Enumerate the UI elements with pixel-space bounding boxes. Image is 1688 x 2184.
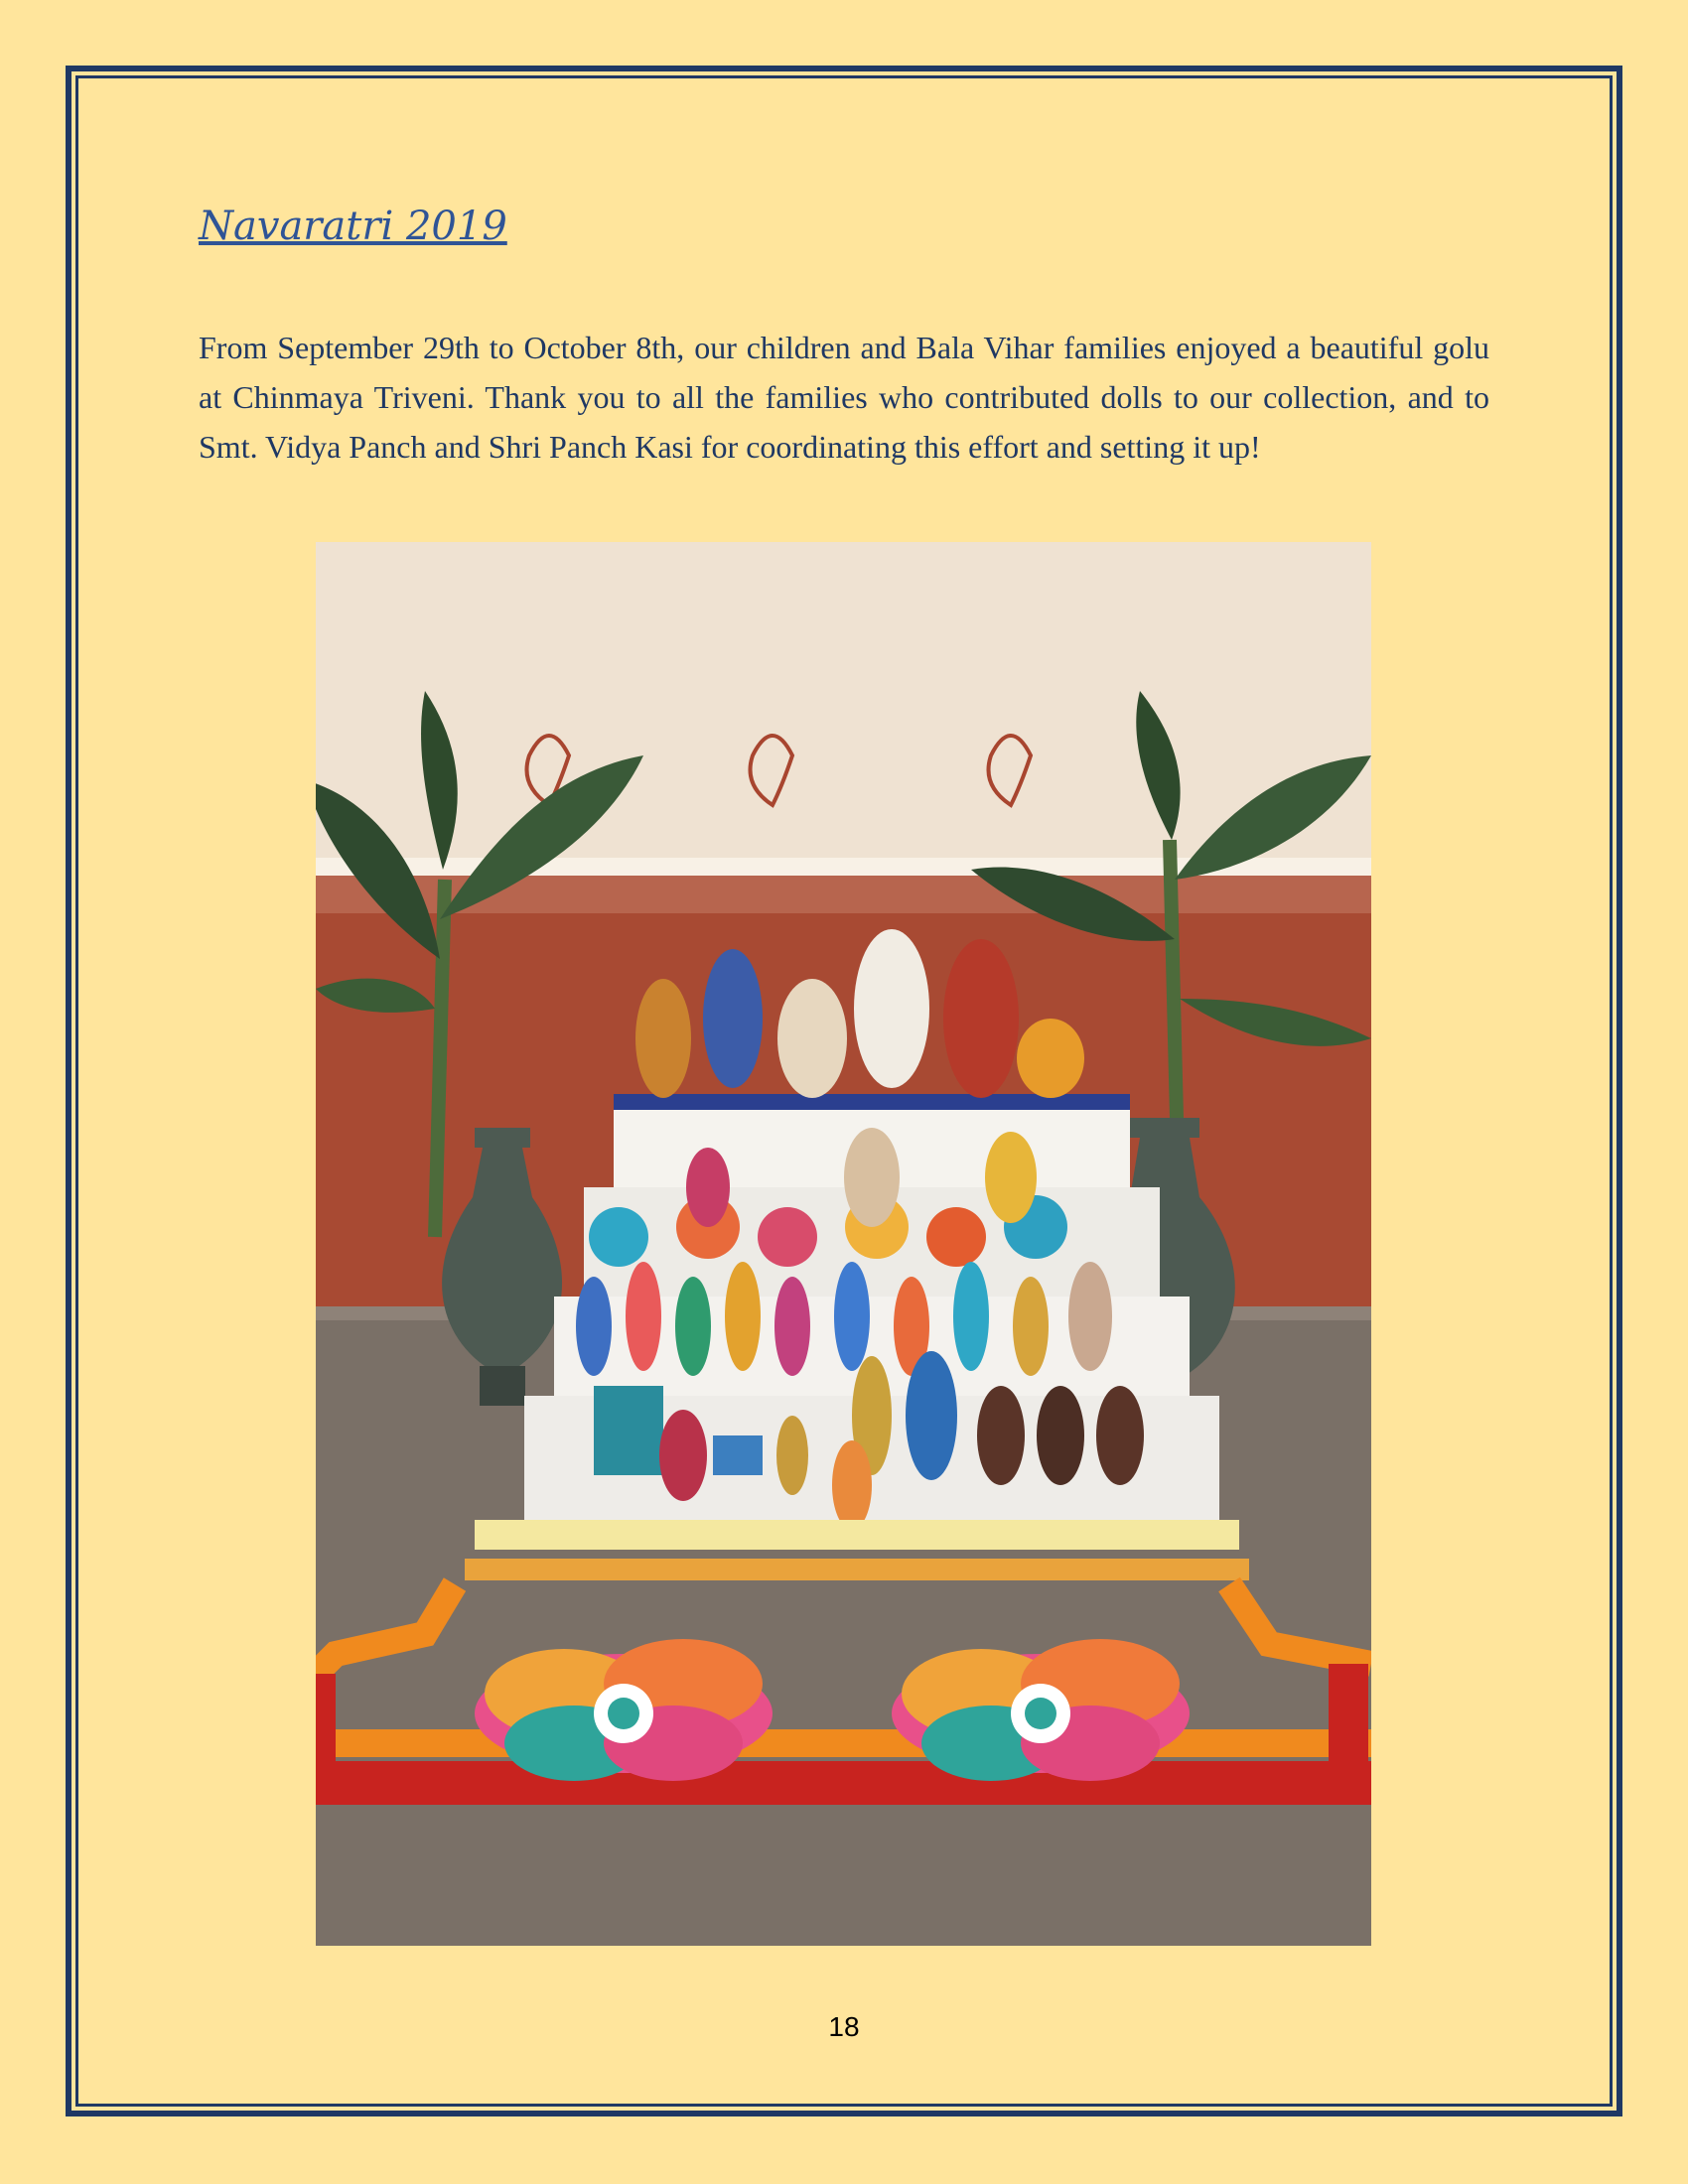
page-title: Navaratri 2019 <box>199 204 507 249</box>
golu-photo <box>316 542 1371 1946</box>
wall-upper <box>316 542 1371 870</box>
rangoli-left <box>475 1639 773 1781</box>
page-number: 18 <box>828 2011 860 2042</box>
body-paragraph: From September 29th to October 8th, our children and Bala Vihar families enjoyed a beautiful golu at Chinmaya Triveni. Thank you to all the families who contributed dolls to our collection, and to Smt. Vidya Panch and Shri Panch Kasi for coordinating this effort and setting it up! <box>199 330 1489 465</box>
rangoli-right <box>892 1639 1190 1781</box>
